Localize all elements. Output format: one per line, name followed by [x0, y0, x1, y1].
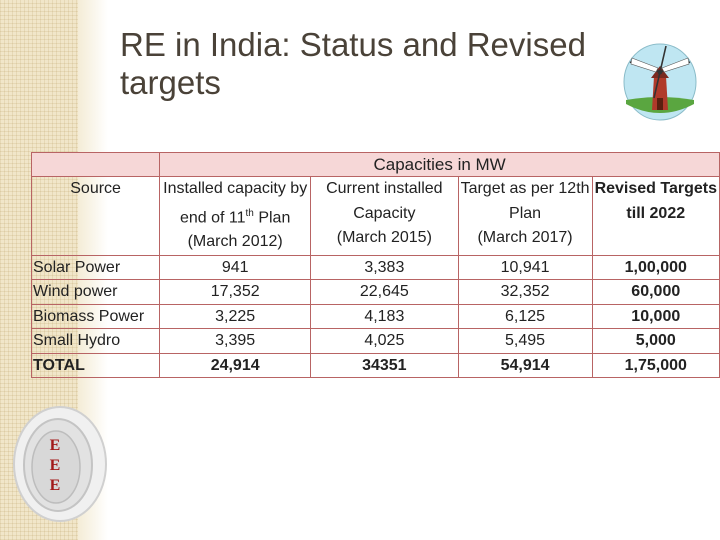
capacity-table — [31, 152, 720, 378]
table-row — [32, 329, 720, 354]
badge-letter: E — [49, 437, 61, 454]
cell-revised-2022: 1,00,000 — [592, 255, 719, 280]
cell-target-2017: 6,125 — [458, 304, 592, 329]
badge-letters — [40, 436, 70, 496]
col-header-line: Current installed — [326, 180, 443, 197]
cell-current-2015: 22,645 — [311, 280, 458, 305]
table-row — [32, 255, 720, 280]
cell-source: Solar Power — [32, 255, 160, 280]
col-header-revised-2022 — [592, 177, 719, 256]
table-row — [32, 304, 720, 329]
cell-installed-2012: 3,225 — [160, 304, 311, 329]
col-header-line: (March 2012) — [187, 233, 283, 251]
cell-revised-2022: 1,75,000 — [592, 353, 719, 378]
col-header-line: Capacity — [353, 204, 416, 222]
col-header-target-2017 — [458, 177, 592, 256]
col-header-source-text: Source — [70, 180, 121, 197]
cell-revised-2022: 10,000 — [592, 304, 719, 329]
table-row — [32, 280, 720, 305]
cell-source: Biomass Power — [32, 304, 160, 329]
col-header-line: Target as per 12th — [460, 180, 590, 197]
cell-current-2015: 4,025 — [311, 329, 458, 354]
col-header-line: till 2022 — [626, 204, 686, 222]
cell-installed-2012: 3,395 — [160, 329, 311, 354]
cell-target-2017: 5,495 — [458, 329, 592, 354]
slide-title: RE in India: Status and Revised targets — [120, 26, 586, 101]
col-header-current-2015 — [311, 177, 458, 256]
table-row-total — [32, 353, 720, 378]
cell-installed-2012: 941 — [160, 255, 311, 280]
col-header-line: Revised Targets — [594, 180, 717, 197]
col-header-line: Plan — [509, 204, 542, 222]
cell-current-2015: 34351 — [311, 353, 458, 378]
windmill-icon — [622, 42, 698, 122]
col-header-line: end of 11 — [179, 208, 246, 226]
cell-installed-2012: 17,352 — [160, 280, 311, 305]
table-caption: Capacities in MW — [160, 153, 720, 177]
cell-source: Small Hydro — [32, 329, 160, 354]
cell-source: Wind power — [32, 280, 160, 305]
cell-target-2017: 10,941 — [458, 255, 592, 280]
cell-installed-2012: 24,914 — [160, 353, 311, 378]
col-header-line: Installed capacity by — [163, 180, 308, 197]
col-header-line: (March 2015) — [336, 229, 432, 246]
col-header-line: Plan — [253, 208, 291, 226]
badge-letter: E — [49, 457, 61, 474]
col-header-superscript: th — [245, 207, 254, 219]
cell-revised-2022: 60,000 — [592, 280, 719, 305]
cell-current-2015: 4,183 — [311, 304, 458, 329]
badge-letter: E — [49, 477, 61, 494]
col-header-line: (March 2017) — [477, 229, 573, 246]
cell-target-2017: 54,914 — [458, 353, 592, 378]
cell-revised-2022: 5,000 — [592, 329, 719, 354]
col-header-installed-2012 — [160, 177, 311, 256]
table-caption-spacer — [32, 153, 160, 177]
cell-target-2017: 32,352 — [458, 280, 592, 305]
col-header-source — [32, 177, 160, 256]
cell-current-2015: 3,383 — [311, 255, 458, 280]
cell-source: TOTAL — [32, 353, 160, 378]
